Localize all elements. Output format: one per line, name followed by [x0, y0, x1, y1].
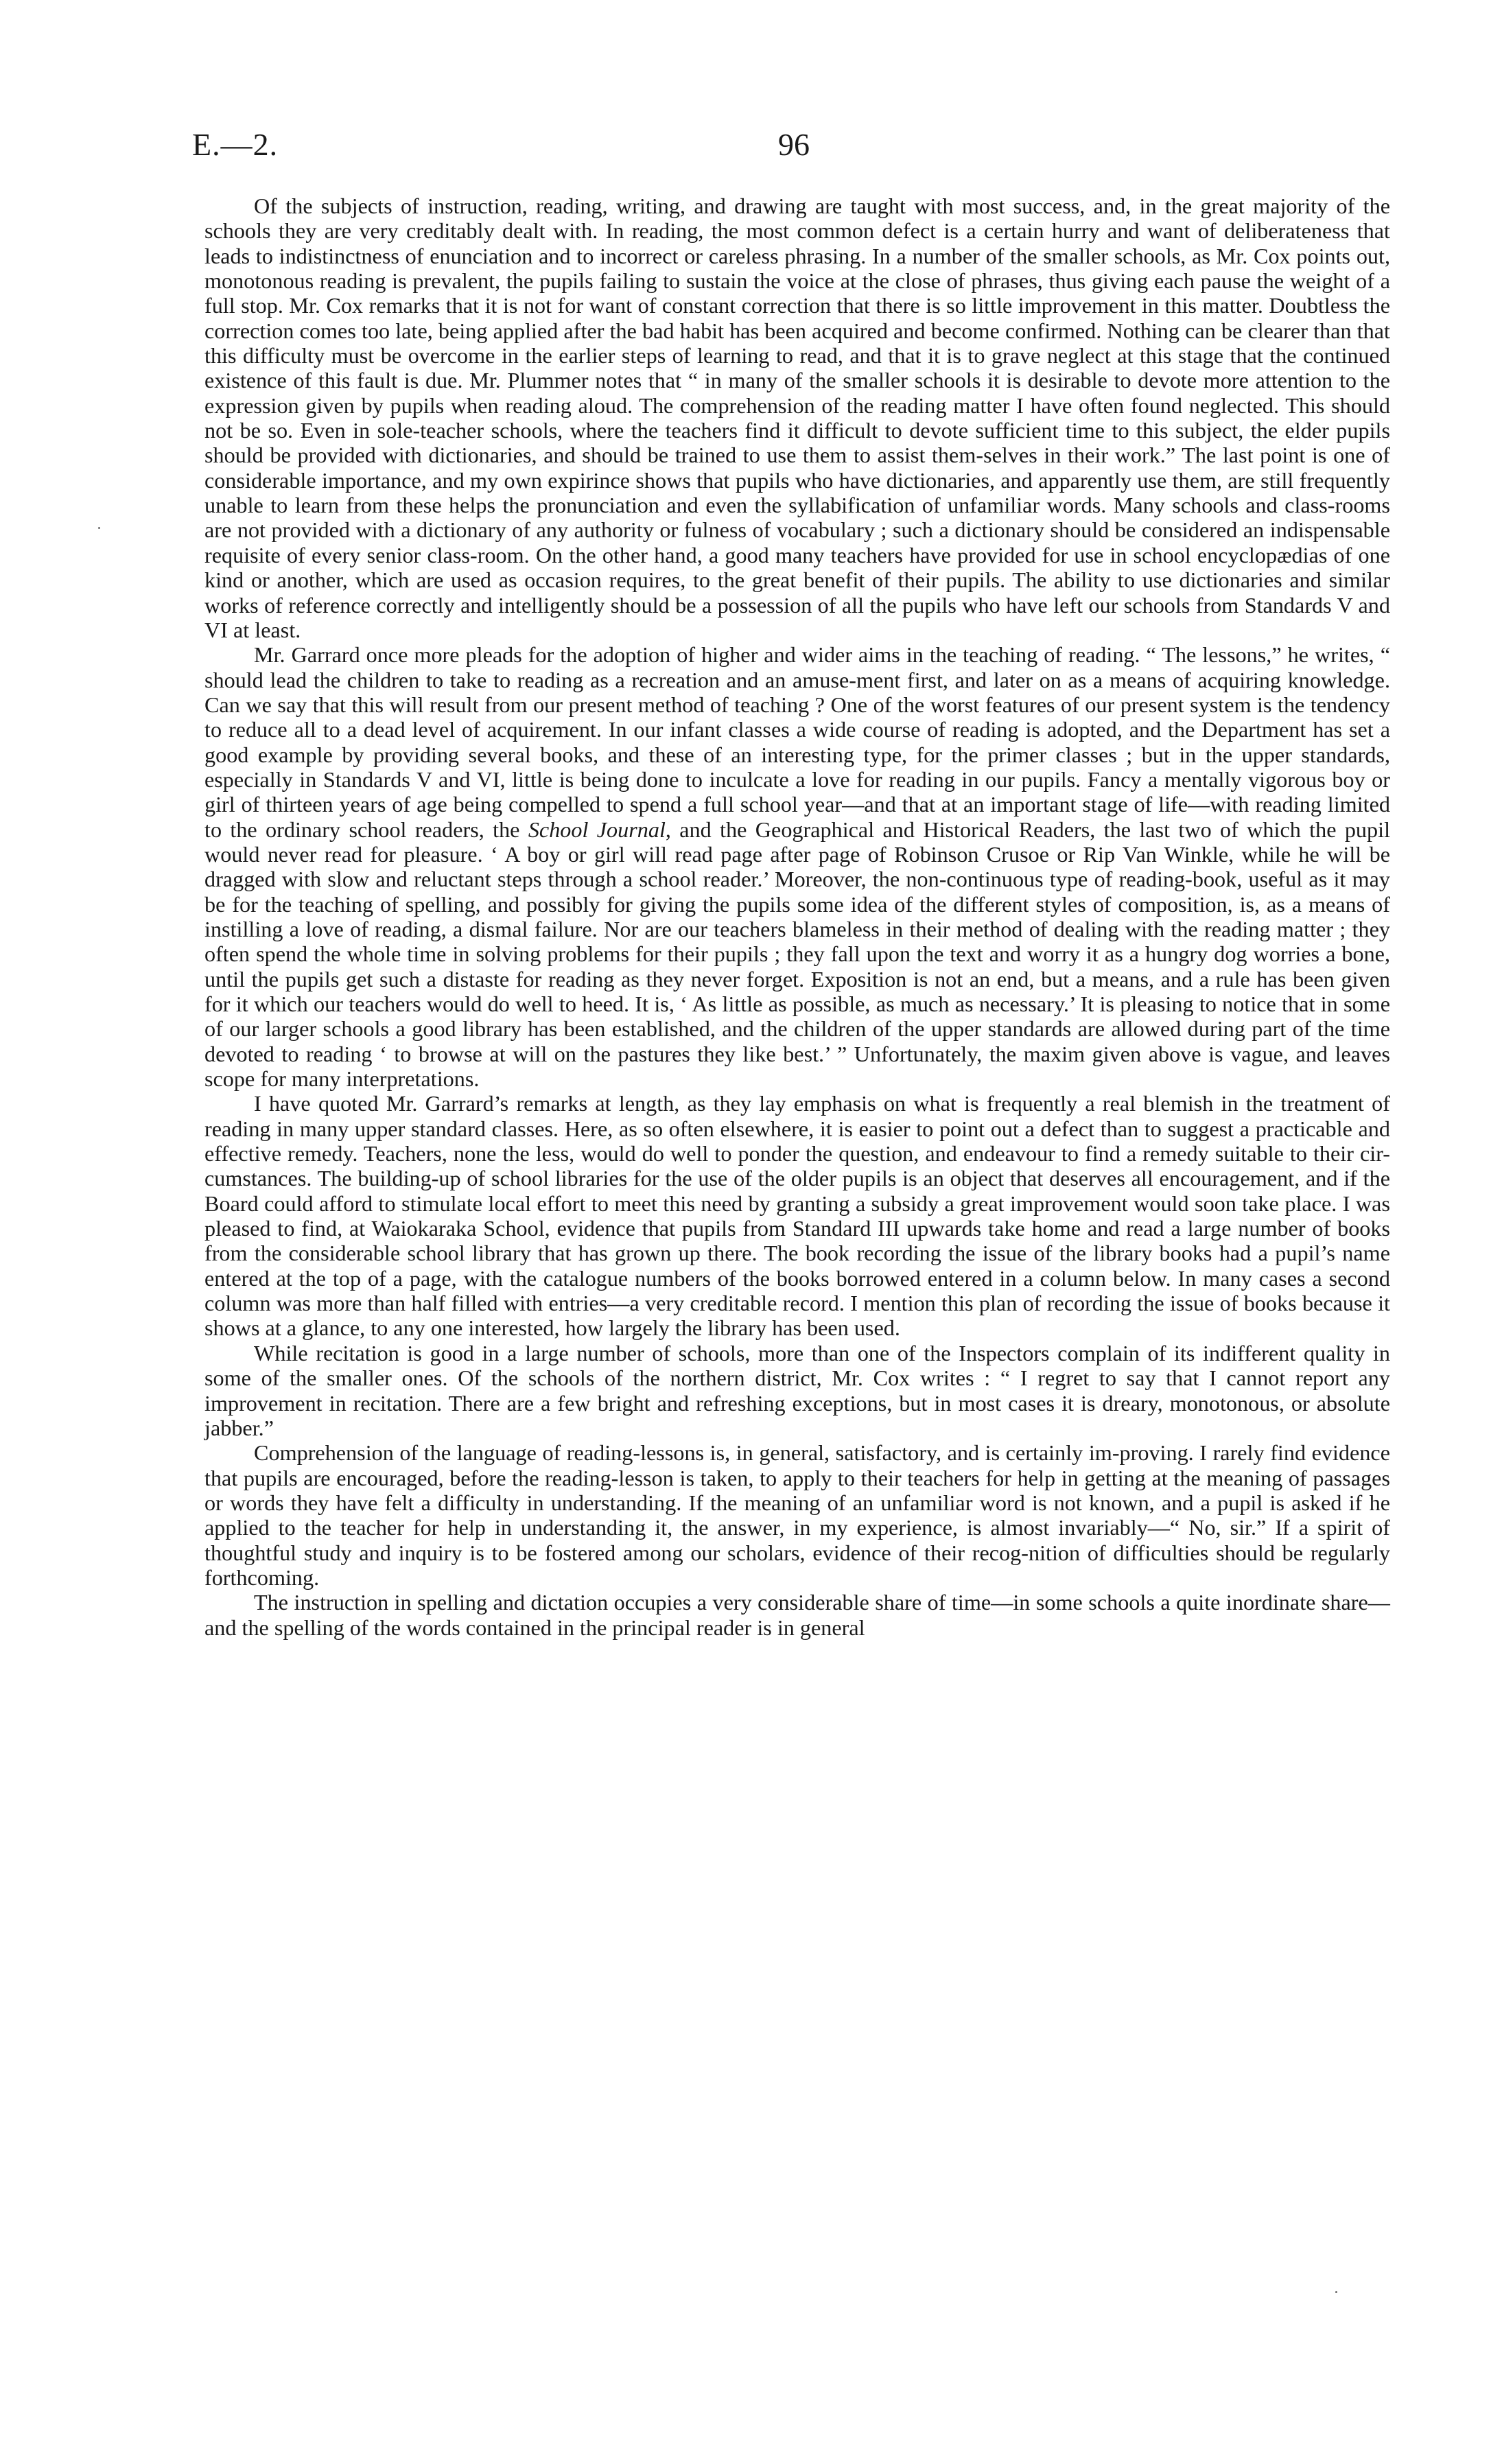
body-text	[204, 193, 1390, 1640]
journal-title: School Journal	[528, 817, 666, 842]
page-header	[192, 126, 1400, 167]
paragraph-text: Of the subjects of instruction, reading, writing, and drawing are taught with most success, and, in the great majority of the schools they are very creditably dealt with. In reading, the most common defect is a certain hurry and want of deliberateness that leads to indistinctness of enunciation and to incorrect or careless phrasing. In a number of the smaller schools, as Mr. Cox points out, monotonous reading is prevalent, the pupils failing to sustain the voice at the close of phrases, thus giving each pause the weight of a full stop. Mr. Cox remarks that it is not for want of constant correction that there is so little improvement in this matter. Doubtless the correction comes too late, being applied after the bad habit has been acquired and become confirmed. Nothing can be clearer than that this difficulty must be overcome in the earlier steps of learning to read, and that it is to grave neglect at this stage that the continued existence of this fault is due. Mr. Plummer notes that “ in many of the smaller schools it is desirable to devote more attention to the expression given by pupils when reading aloud. The comprehension of the reading matter I have often found neglected. This should not be so. Even in sole-teacher schools, where the teachers find it difficult to devote sufficient time to this subject, the elder pupils should be provided with dictionaries, and should be trained to use them to assist them-selves in their work.” The last point is one of considerable importance, and my own expirince shows that pupils who have dictionaries, and apparently use them, are still frequently unable to learn from these helps the pronunciation and even the syllabification of unfamiliar words. Many schools and class-rooms are not provided with a dictionary of any authority or fulness of vocabulary ; such a dictionary should be considered an indispensable requisite of every senior class-room. On the other hand, a good many teachers have provided for use in school encyclopædias of one kind or another, which are used as occasion requires, to the great benefit of their pupils. The ability to use dictionaries and similar works of reference correctly and intelligently should be a possession of all the pupils who have left our schools from Standards V and VI at least.	[204, 193, 1390, 642]
paragraph-text: , and the Geographical and Historical Readers, the last two of which the pupil would never read for pleasure. ‘ A boy or girl will read page after page of Robinson Crusoe or Rip Van Winkle, while he will be dragged with slow and reluctant steps through a school reader.’ Moreover, the non-continuous type of reading-book, useful as it may be for the teaching of spelling, and possibly for giving the pupils some idea of the different styles of composition, is, as a means of instilling a love of reading, a dismal failure. Nor are our teachers blameless in their method of dealing with the reading matter ; they often spend the whole time in solving problems for their pupils ; they fall upon the text and worry it as a hungry dog worries a bone, until the pupils get such a distaste for reading as they never forget. Exposition is not an end, but a means, and a rule has been given for it which our teachers would do well to heed. It is, ‘ As little as possible, as much as necessary.’ It is pleasing to notice that in some of our larger schools a good library has been established, and the children of the upper standards are allowed during part of the time devoted to reading ‘ to browse at will on the pastures they like best.’ ” Unfortunately, the maxim given above is vague, and leaves scope for many interpretations.	[204, 817, 1391, 1092]
paragraph-text: I have quoted Mr. Garrard’s remarks at length, as they lay emphasis on what is frequently a real blemish in the treatment of reading in many upper standard classes. Here, as so often elsewhere, it is easier to point out a defect than to suggest a practicable and effective remedy. Teachers, none the less, would do well to ponder the question, and endeavour to find a remedy suitable to their cir-cumstances. The building-up of school libraries for the use of the older pupils is an object that deserves all encouragement, and if the Board could afford to stimulate local effort to meet this need by granting a subsidy a great improvement would soon take place. I was pleased to find, at Waiokaraka School, evidence that pupils from Standard III upwards take home and read a large number of books from the considerable school library that has grown up there. The book recording the issue of the library books had a pupil’s name entered at the top of a page, with the catalogue numbers of the books borrowed entered in a column below. In many cases a second column was more than half filled with entries—a very creditable record. I mention this plan of recording the issue of books because it shows at a glance, to any one interested, how largely the library has been used.	[204, 1091, 1390, 1341]
paragraph	[204, 642, 1390, 1091]
paragraph-text: The instruction in spelling and dictation occupies a very considerable share of time—in some schools a quite inordinate share—and the spelling of the words contained in the principal reader is in general	[204, 1590, 1390, 1640]
paragraph	[204, 1341, 1390, 1440]
paragraph-text: While recitation is good in a large number of schools, more than one of the Inspectors complain of its indifferent quality in some of the smaller ones. Of the schools of the northern district, Mr. Cox writes : “ I regret to say that I cannot report any improvement in recitation. There are a few bright and refreshing exceptions, but in most cases it is dreary, monotonous, or absolute jabber.”	[204, 1340, 1390, 1440]
paragraph-text: Mr. Garrard once more pleads for the adoption of higher and wider aims in the teaching of reading. “ The lessons,” he writes, “ should lead the children to take to reading as a recreation and an amuse-ment first, and later on as a means of acquiring knowledge. Can we say that this will result from our present method of teaching ? One of the worst features of our present system is the tendency to reduce all to a dead level of acquirement. In our infant classes a wide course of reading is adopted, and the Department has set a good example by providing several books, and these of an interesting type, for the primer classes ; but in the upper standards, especially in Standards V and VI, little is being done to inculcate a love for reading in our pupils. Fancy a mentally vigorous boy or girl of thirteen years of age being compelled to spend a full school year—and that at an important stage of life—with reading limited to the ordinary school readers, the	[204, 642, 1390, 842]
paragraph	[204, 1440, 1390, 1590]
document-reference: E.—2.	[192, 127, 279, 162]
paragraph	[204, 193, 1390, 642]
scan-speck	[98, 527, 100, 529]
paragraph-text: Comprehension of the language of reading-lessons is, in general, satisfactory, and is certainly im-proving. I rarely find evidence that pupils are encouraged, before the reading-lesson is taken, to apply to their teachers for help in getting at the meaning of passages or words they have felt a difficulty in understanding. If the meaning of an unfamiliar word is not known, and a pupil is asked if he applied to the teacher for help in understanding it, the answer, in my experience, is almost invariably—“ No, sir.” If a spirit of thoughtful study and inquiry is to be fostered among our scholars, evidence of their recog-nition of difficulties should be regularly forthcoming.	[204, 1440, 1390, 1590]
paragraph	[204, 1590, 1390, 1640]
paragraph	[204, 1091, 1390, 1340]
page-number: 96	[778, 127, 810, 162]
scan-speck	[1335, 2291, 1337, 2293]
